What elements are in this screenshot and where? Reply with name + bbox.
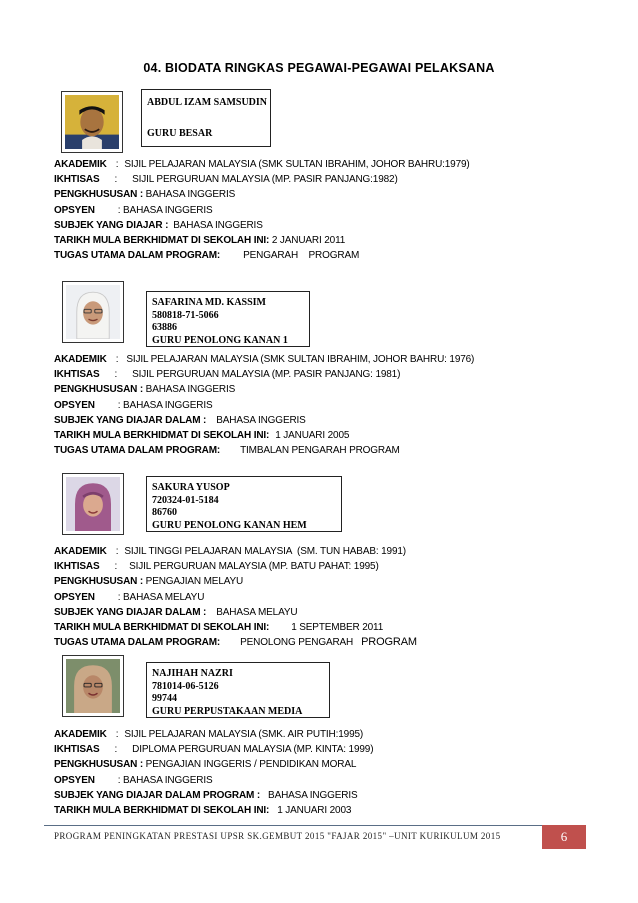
person-photo-icon <box>66 285 120 339</box>
profile-photo-4 <box>62 655 124 717</box>
tarikh-label: TARIKH MULA BERKHIDMAT DI SEKOLAH INI: <box>54 805 270 817</box>
subjek-label: SUBJEK YANG DIAJAR DALAM : <box>54 414 207 426</box>
pengkhususan-value: PENGAJIAN INGGERIS / PENDIDIKAN MORAL <box>145 759 357 771</box>
tarikh-value: 1 JANUARI 2005 <box>275 430 350 442</box>
name-box-4 <box>146 662 330 718</box>
footer-text: PROGRAM PENINGKATAN PRESTASI UPSR SK.GEMBUT 2015 "FAJAR 2015" –UNIT KURIKULUM 2015 <box>54 831 501 841</box>
ikhtisas-value: SIJIL PERGURUAN MALAYSIA (MP. PASIR PANJANG:1982) <box>132 174 398 186</box>
subjek-label: SUBJEK YANG DIAJAR : <box>54 219 169 231</box>
profile-details-4: AKADEMIK : SIJIL PELAJARAN MALAYSIA (SMK. AIR PUTIH:1995) IKHTISAS : DIPLOMA PERGURUAN MALAYSIA (MP. KINTA: 1999) PENGKHUSUSAN : PENGAJIAN INGGERIS / PENDIDIKAN MORAL OPSYEN : BAHASA INGGERIS SUBJEK YANG DIAJAR DALAM PROGRAM : BAHASA INGGERIS TARIKH MULA BERKHIDMAT DI SEKOLAH INI: 1 JANUARI 2003 <box>54 729 374 817</box>
name-line <box>147 110 265 123</box>
ikhtisas-label: IKHTISAS <box>54 561 100 573</box>
name-line: 99744 <box>152 693 177 704</box>
profile-photo-1 <box>61 91 123 153</box>
akademik-label: AKADEMIK <box>54 729 107 740</box>
subjek-value: BAHASA MELAYU <box>216 606 298 618</box>
name-line: ABDUL IZAM SAMSUDIN <box>147 97 268 108</box>
tarikh-label: TARIKH MULA BERKHIDMAT DI SEKOLAH INI: <box>54 622 270 634</box>
tarikh-value: 1 SEPTEMBER 2011 <box>291 622 384 634</box>
akademik-value: SIJIL PELAJARAN MALAYSIA (SMK. AIR PUTIH:1995) <box>124 729 364 740</box>
profile-details-2: AKADEMIK : SIJIL PELAJARAN MALAYSIA (SMK SULTAN IBRAHIM, JOHOR BAHRU: 1976) IKHTISAS : SIJIL PERGURUAN MALAYSIA (MP. PASIR PANJANG: 1981) PENGKHUSUSAN : BAHASA INGGERIS OPSYEN : BAHASA INGGERIS SUBJEK YANG DIAJAR DALAM : BAHASA INGGERIS TARIKH MULA BERKHIDMAT DI SEKOLAH INI: 1 JANUARI 2005 TUGAS UTAMA DALAM PROGRAM: TIMBALAN PENGARAH PROGRAM <box>54 354 475 457</box>
page-title: 04. BIODATA RINGKAS PEGAWAI-PEGAWAI PELAKSANA <box>143 61 495 75</box>
profile-details-1: AKADEMIK : SIJIL PELAJARAN MALAYSIA (SMK SULTAN IBRAHIM, JOHOR BAHRU:1979) IKHTISAS : SIJIL PERGURUAN MALAYSIA (MP. PASIR PANJANG:1982) PENGKHUSUSAN : BAHASA INGGERIS OPSYEN : BAHASA INGGERIS SUBJEK YANG DIAJAR : BAHASA INGGERIS TARIKH MULA BERKHIDMAT DI SEKOLAH INI: 2 JANUARI 2011 TUGAS UTAMA DALAM PROGRAM: PENGARAH PROGRAM <box>54 159 470 262</box>
name-box-1 <box>141 89 271 147</box>
tarikh-value: 2 JANUARI 2011 <box>271 235 346 247</box>
name-box-3 <box>146 476 342 532</box>
name-line: SAFARINA MD. KASSIM <box>152 297 266 308</box>
opsyen-label: OPSYEN <box>54 774 95 786</box>
pengkhususan-value: BAHASA INGGERIS <box>145 189 236 201</box>
tarikh-label: TARIKH MULA BERKHIDMAT DI SEKOLAH INI: <box>54 430 270 442</box>
tugas-value: TIMBALAN PENGARAH PROGRAM <box>240 445 400 457</box>
opsyen-value: : BAHASA INGGERIS <box>117 399 213 411</box>
subjek-value: BAHASA INGGERIS <box>268 789 358 801</box>
name-line: GURU PERPUSTAKAAN MEDIA <box>152 705 303 717</box>
ikhtisas-value: SIJIL PERGURUAN MALAYSIA (MP. BATU PAHAT: 1995) <box>129 561 379 573</box>
opsyen-label: OPSYEN <box>54 591 95 603</box>
name-line: GURU BESAR <box>147 127 213 139</box>
name-line: 86760 <box>152 507 177 518</box>
ikhtisas-label: IKHTISAS <box>54 744 100 756</box>
akademik-label: AKADEMIK <box>54 354 107 365</box>
person-photo-icon <box>65 95 119 149</box>
subjek-value: BAHASA INGGERIS <box>216 414 306 426</box>
footer-divider <box>44 825 544 826</box>
page-footer <box>44 825 600 847</box>
tugas-label: TUGAS UTAMA DALAM PROGRAM: <box>54 445 221 457</box>
tugas-value: PENGARAH PROGRAM <box>243 250 360 262</box>
pengkhususan-label: PENGKHUSUSAN : <box>54 384 144 396</box>
name-line: 580818-71-5066 <box>152 309 219 321</box>
tugas-value: PENOLONG PENGARAH <box>240 637 354 649</box>
profile-details-3: AKADEMIK : SIJIL TINGGI PELAJARAN MALAYSIA (SM. TUN HABAB: 1991) IKHTISAS : SIJIL PERGURUAN MALAYSIA (MP. BATU PAHAT: 1995) PENGKHUSUSAN : PENGAJIAN MELAYU OPSYEN : BAHASA MELAYU SUBJEK YANG DIAJAR DALAM : BAHASA MELAYU TARIKH MULA BERKHIDMAT DI SEKOLAH INI: 1 SEPTEMBER 2011 TUGAS UTAMA DALAM PROGRAM: PENOLONG PENGARAH PROGRAM <box>54 546 417 649</box>
pengkhususan-label: PENGKHUSUSAN : <box>54 189 144 201</box>
pengkhususan-label: PENGKHUSUSAN : <box>54 759 144 771</box>
profile-photo-3 <box>62 473 124 535</box>
ikhtisas-label: IKHTISAS <box>54 369 100 381</box>
pengkhususan-value: BAHASA INGGERIS <box>145 384 236 396</box>
akademik-label: AKADEMIK <box>54 546 107 557</box>
name-box-2 <box>146 291 310 347</box>
tugas-extra: PROGRAM <box>361 636 417 649</box>
subjek-value: BAHASA INGGERIS <box>173 219 263 231</box>
opsyen-value: : BAHASA INGGERIS <box>117 774 213 786</box>
akademik-label: AKADEMIK <box>54 159 107 170</box>
name-line: SAKURA YUSOP <box>152 482 230 493</box>
ikhtisas-label: IKHTISAS <box>54 174 100 186</box>
subjek-label: SUBJEK YANG DIAJAR DALAM : <box>54 606 207 618</box>
person-photo-icon <box>66 477 120 531</box>
pengkhususan-value: PENGAJIAN MELAYU <box>145 576 244 588</box>
opsyen-value: : BAHASA INGGERIS <box>117 204 213 216</box>
opsyen-label: OPSYEN <box>54 399 95 411</box>
pengkhususan-label: PENGKHUSUSAN : <box>54 576 144 588</box>
person-photo-icon <box>66 659 120 713</box>
name-line: 63886 <box>152 322 177 333</box>
ikhtisas-value: DIPLOMA PERGURUAN MALAYSIA (MP. KINTA: 1999) <box>132 744 374 756</box>
tarikh-value: 1 JANUARI 2003 <box>277 805 352 817</box>
tugas-label: TUGAS UTAMA DALAM PROGRAM: <box>54 637 221 649</box>
name-line: 781014-06-5126 <box>152 680 219 692</box>
name-line: NAJIHAH NAZRI <box>152 668 233 679</box>
page-number: 6 <box>542 825 586 849</box>
subjek-label: SUBJEK YANG DIAJAR DALAM PROGRAM : <box>54 789 261 801</box>
name-line: GURU PENOLONG KANAN HEM <box>152 519 307 531</box>
akademik-value: SIJIL PELAJARAN MALAYSIA (SMK SULTAN IBRAHIM, JOHOR BAHRU:1979) <box>124 159 470 170</box>
profile-photo-2 <box>62 281 124 343</box>
tugas-label: TUGAS UTAMA DALAM PROGRAM: <box>54 250 221 262</box>
name-line: GURU PENOLONG KANAN 1 <box>152 334 288 346</box>
akademik-value: SIJIL PELAJARAN MALAYSIA (SMK SULTAN IBRAHIM, JOHOR BAHRU: 1976) <box>126 354 475 365</box>
ikhtisas-value: SIJIL PERGURUAN MALAYSIA (MP. PASIR PANJANG: 1981) <box>132 369 401 381</box>
name-line: 720324-01-5184 <box>152 494 219 506</box>
akademik-value: SIJIL TINGGI PELAJARAN MALAYSIA (SM. TUN HABAB: 1991) <box>124 546 406 557</box>
tarikh-label: TARIKH MULA BERKHIDMAT DI SEKOLAH INI: <box>54 235 270 247</box>
opsyen-value: : BAHASA MELAYU <box>117 591 205 603</box>
opsyen-label: OPSYEN <box>54 204 95 216</box>
